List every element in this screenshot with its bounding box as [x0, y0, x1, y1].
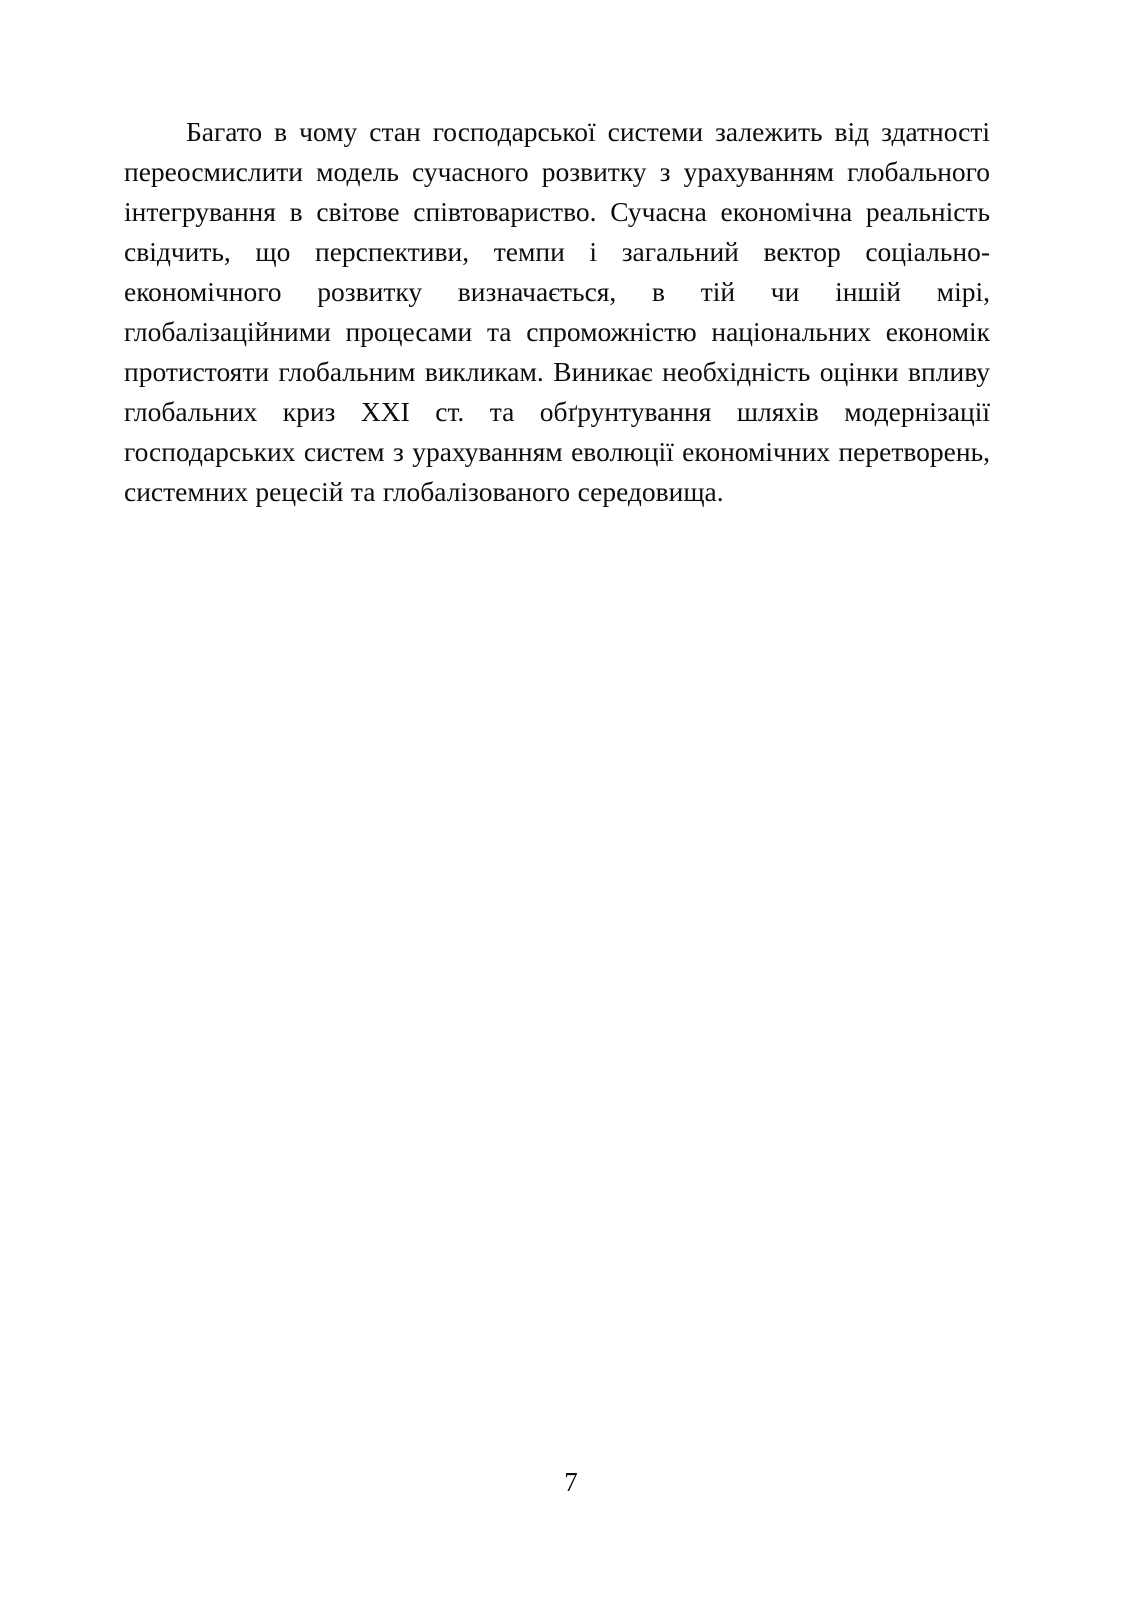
page-number: 7 — [564, 1467, 578, 1497]
paragraph-1: Багато в чому стан господарської системи залежить від здатності переосмислити модель сучасного розвитку з урахуванням глобального інтегрування в світове співтовариство. Сучасна економічна реальність свідчить, що перспективи, темпи і загальний вектор соціально-економічного розвитку визначається, в тій чи іншій мірі, глобалізаційними процесами та спроможністю національних економік протистояти глобальним викликам. Виникає необхідність оцінки впливу глобальних криз XXI ст. та обґрунтування шляхів модернізації господарських систем з урахуванням еволюції економічних перетворень, системних рецесій та глобалізованого середовища. — [124, 116, 990, 507]
page-body — [124, 112, 990, 512]
